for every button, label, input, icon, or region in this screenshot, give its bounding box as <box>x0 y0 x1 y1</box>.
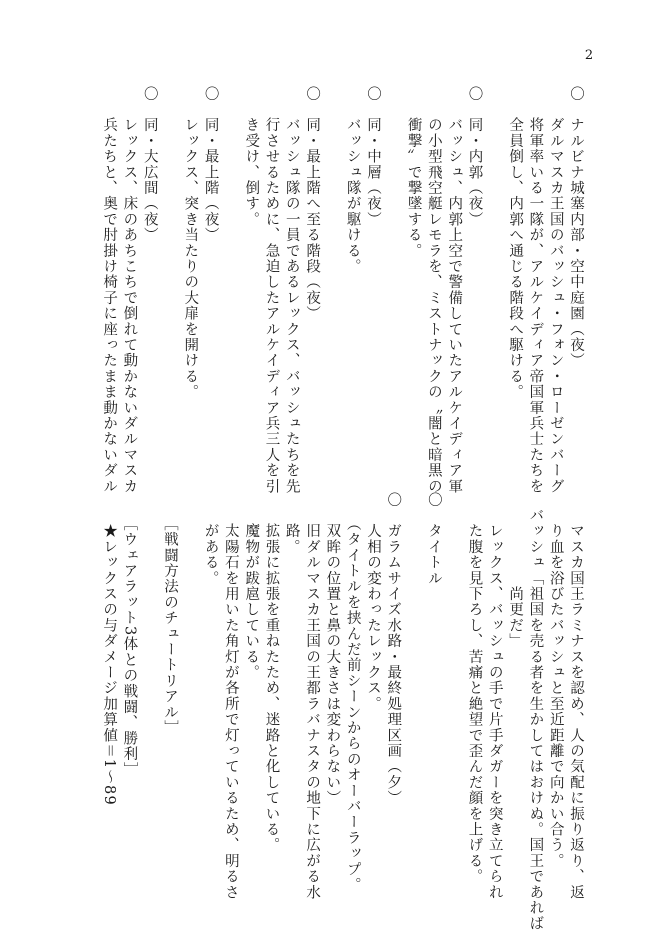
top-column-23: 兵たちと、奥で肘掛け椅子に座ったまま動かないダル <box>101 86 118 495</box>
top-column-7: の小型飛空艇レモラを、ミストナックの〝闇と暗黒の <box>425 86 442 495</box>
bottom-column-7: 〇 タイトル <box>425 492 442 587</box>
top-column-16: き受け、倒す。 <box>243 86 260 228</box>
bottom-column-16: 魔物が跋扈している。 <box>243 492 260 681</box>
top-column-5: 〇 同・内郭（夜） <box>466 86 483 228</box>
bottom-column-2: バッシュ「祖国を売る者を生かしてはおけぬ。国王であれば <box>527 492 544 932</box>
bottom-column-11: （タイトルを挟んだ前シーンからのオーバーラップ。 <box>344 492 361 893</box>
top-column-0: 〇 ナルビナ城塞内部・空中庭園（夜） <box>568 86 584 369</box>
top-column-15: 行させるために、急迫したアルケイディア兵三人を引 <box>263 86 280 495</box>
top-column-11: バッシュ隊が駆ける。 <box>344 86 361 275</box>
top-column-19: レックス、突き当たりの大扉を開ける。 <box>182 86 199 400</box>
page-number: 2 <box>584 48 594 63</box>
bottom-column-9: 〇 ガラムサイズ水路・最終処理区画（夕） <box>385 492 402 806</box>
bottom-column-4: レックス、バッシュの手で片手ダガーを突き立てられ <box>486 492 503 901</box>
top-column-6: バッシュ、内郭上空で警備していたアルケイディア軍 <box>446 86 463 495</box>
bottom-column-12: 双眸の位置と鼻の大きさは変わらない） <box>324 492 341 806</box>
bottom-column-14: 路。 <box>283 492 300 555</box>
top-column-14: バッシュ隊の一員であるレックス、バッシュたちを先 <box>283 86 300 495</box>
bottom-column-18: がある。 <box>202 492 219 587</box>
bottom-column-3: 尚更だ」 <box>507 492 524 649</box>
bottom-column-1: り血を浴びたバッシュと至近距離で向かい合う。 <box>547 492 564 869</box>
bottom-column-0: マスカ国王ラミナスを認め、人の気配に振り返り、返 <box>568 492 584 901</box>
bottom-column-5: た腹を見下ろし、苦痛と絶望で歪んだ顔を上げる。 <box>466 492 483 885</box>
bottom-column-13: 旧ダルマスカ王国の王都ラバナスタの地下に広がる水 <box>304 492 321 901</box>
top-column-22: レックス、床のあちこちで倒れて動かないダルマスカ <box>121 86 138 495</box>
top-column-10: 〇 同・中層（夜） <box>365 86 381 228</box>
bottom-column-20: ［戦闘方法のチュートリアル］ <box>162 492 178 736</box>
bottom-column-23: ★レックスの与ダメージ加算値＝1～89 <box>101 492 118 806</box>
bottom-column-17: 太陽石を用いた角灯が各所で灯っているため、明るさ <box>222 492 239 901</box>
top-column-2: 将軍率いる一隊が、アルケイディア帝国軍兵士たちを <box>527 86 544 495</box>
bottom-column-15: 拡張に拡張を重ねたため、迷路と化している。 <box>263 492 280 854</box>
bottom-column-22: ［ウェアラット3体との戦闘、勝利］ <box>121 492 138 778</box>
top-column-8: 衝撃〟で撃墜する。 <box>405 86 422 259</box>
top-column-13: 〇 同・最上階へ至る階段（夜） <box>304 86 321 322</box>
top-column-3: 全員倒し、内郭へ通じる階段へ駆ける。 <box>507 86 524 400</box>
bottom-column-10: 人相の変わったレックス。 <box>365 492 381 712</box>
top-column-18: 〇 同・最上階（夜） <box>202 86 219 243</box>
top-column-21: 〇 同・大広間（夜） <box>141 86 158 243</box>
top-column-1: ダルマスカ王国のバッシュ・フォン・ローゼンバーグ <box>547 86 564 495</box>
